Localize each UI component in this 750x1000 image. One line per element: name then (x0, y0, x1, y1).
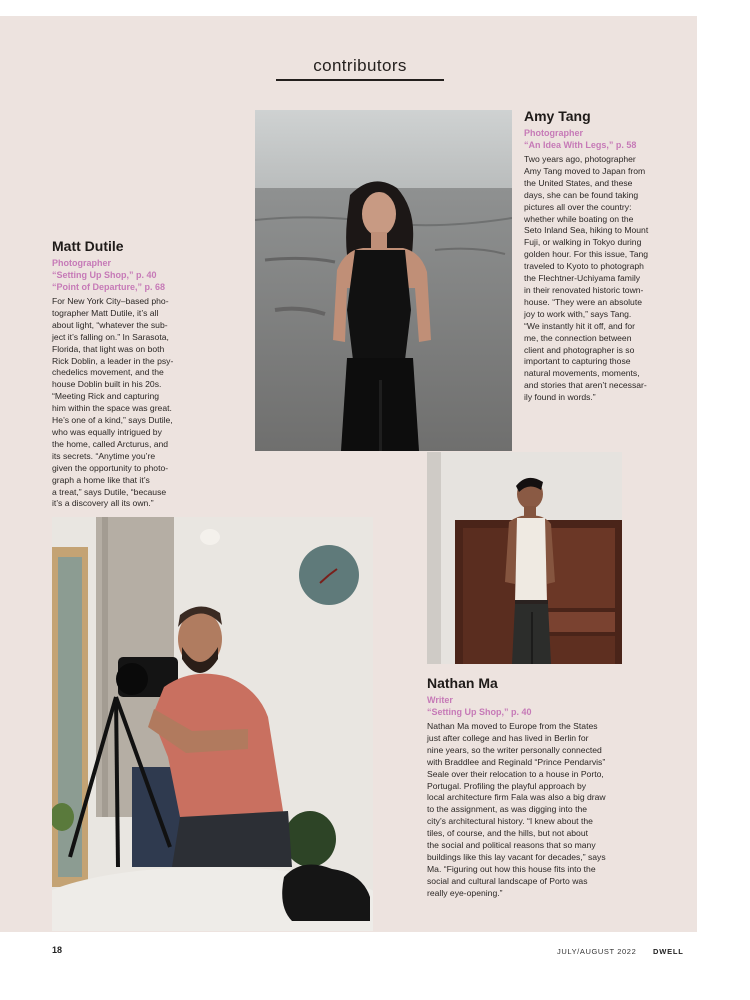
page-number: 18 (52, 945, 63, 955)
contributor-role: Photographer (52, 258, 112, 268)
contributor-credit: “Point of Departure,” p. 68 (52, 282, 166, 292)
contributor-nathan-ma (427, 675, 677, 900)
contributor-name: Nathan Ma (427, 675, 498, 691)
magazine-name: DWELL (653, 947, 684, 956)
contributor-name: Amy Tang (524, 108, 591, 124)
amy-tang-portrait-photo (255, 110, 512, 451)
matt-dutile-portrait-photo (52, 517, 373, 931)
nathan-ma-portrait-photo (427, 452, 622, 664)
contributor-amy-tang (524, 108, 694, 404)
contributor-credit: “Setting Up Shop,” p. 40 (52, 270, 157, 280)
contributor-bio: For New York City–based pho- tographer Matt Dutile, it’s all about light, “whatever the sub- ject it’s falling on.” In Sarasota, Florida, that light was on both Rick Doblin, a leader in the psy- chedelics movement, and the house Doblin built in his 20s. “Meeting Rick and capturing him within the space was great. He’s one of a kind,” says Dutile, who was equally intrigued by the home, called Arcturus, and its secrets. “Anytime you’re given the opportunity to photo- graph a home like that it’s a treat,” says Dutile, “because it’s a discovery all its own.” (52, 296, 174, 509)
contributor-credit: “An Idea With Legs,” p. 58 (524, 140, 637, 150)
section-title: contributors (313, 56, 407, 75)
contributor-bio: Nathan Ma moved to Europe from the States just after college and has lived in Berlin for nine years, so the writer personally connected with Braddlee and Reginald “Prince Pendarvis” Seale over their relocation to a house in Porto, Portugal. Profiling the playful approach by local architecture firm Fala was also a big draw to the assignment, as was digging into the city’s architectural history. “I knew about the tiles, of course, and the hills, but not about the social and political reasons that so many buildings like this lay vacant for decades,” says Ma. “Figuring out how this house fits into the social and cultural landscape of Porto was really eye-opening.” (427, 721, 606, 898)
contributor-bio: Two years ago, photographer Amy Tang moved to Japan from the United States, and these days, she can be found taking pictures all over the country: whether while boating on the Seto Inland Sea, hiking to Mount Fuji, or walking in Tokyo during golden hour. For this issue, Tang traveled to Kyoto to photograph the Flechtner-Uchiyama family in their renovated historic town- house. “They were an absolute joy to work with,” says Tang. “We instantly hit it off, and for me, the connection between client and photographer is so important to capturing those natural movements, moments, and stories that aren’t necessar- ily found in words.” (524, 154, 649, 403)
contributor-matt-dutile (52, 238, 222, 510)
issue-date: JULY/AUGUST 2022 (557, 947, 637, 956)
contributor-role: Photographer (524, 128, 584, 138)
title-underline (276, 79, 444, 81)
contributor-credit: “Setting Up Shop,” p. 40 (427, 707, 532, 717)
contributor-name: Matt Dutile (52, 238, 124, 254)
contributor-role: Writer (427, 695, 453, 705)
